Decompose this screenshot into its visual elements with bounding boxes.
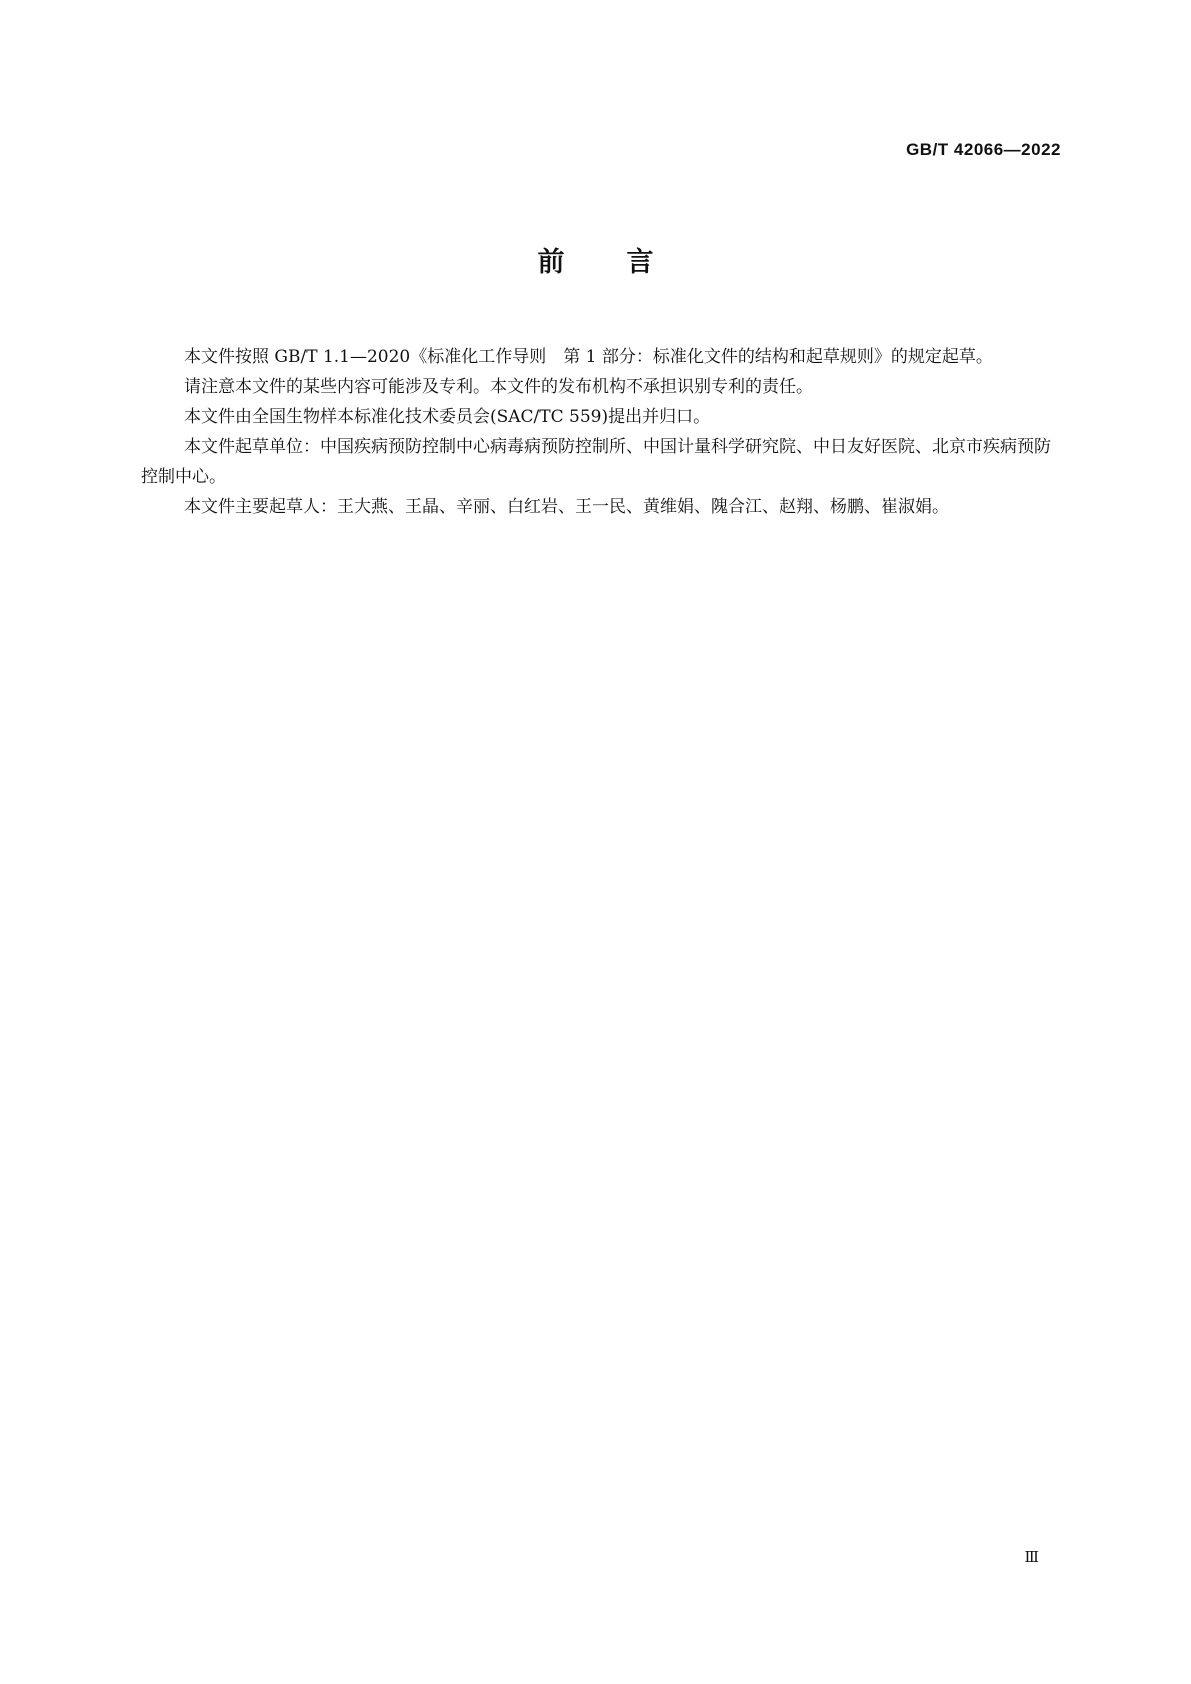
page-number: Ⅲ [1024,1548,1039,1566]
preface-body [141,342,1051,522]
standard-code: GB/T 42066—2022 [906,140,1061,159]
paragraph-drafters: 本文件主要起草人：王大燕、王晶、辛丽、白红岩、王一民、黄维娟、隗合江、赵翔、杨鹏、崔淑娟。 [184,497,949,517]
paragraph-drafting-units: 本文件起草单位：中国疾病预防控制中心病毒病预防控制所、中国计量科学研究院、中日友好医院、北京市疾病预防控制中心。 [141,437,1051,487]
paragraph-proposer: 本文件由全国生物样本标准化技术委员会(SAC/TC 559)提出并归口。 [184,407,711,427]
paragraph-patent-notice: 请注意本文件的某些内容可能涉及专利。本文件的发布机构不承担识别专利的责任。 [184,377,813,397]
paragraph-drafting-rules: 本文件按照 GB/T 1.1—2020《标准化工作导则 第 1 部分：标准化文件的结构和起草规则》的规定起草。 [184,347,993,367]
page-title: 前言 [537,247,716,278]
